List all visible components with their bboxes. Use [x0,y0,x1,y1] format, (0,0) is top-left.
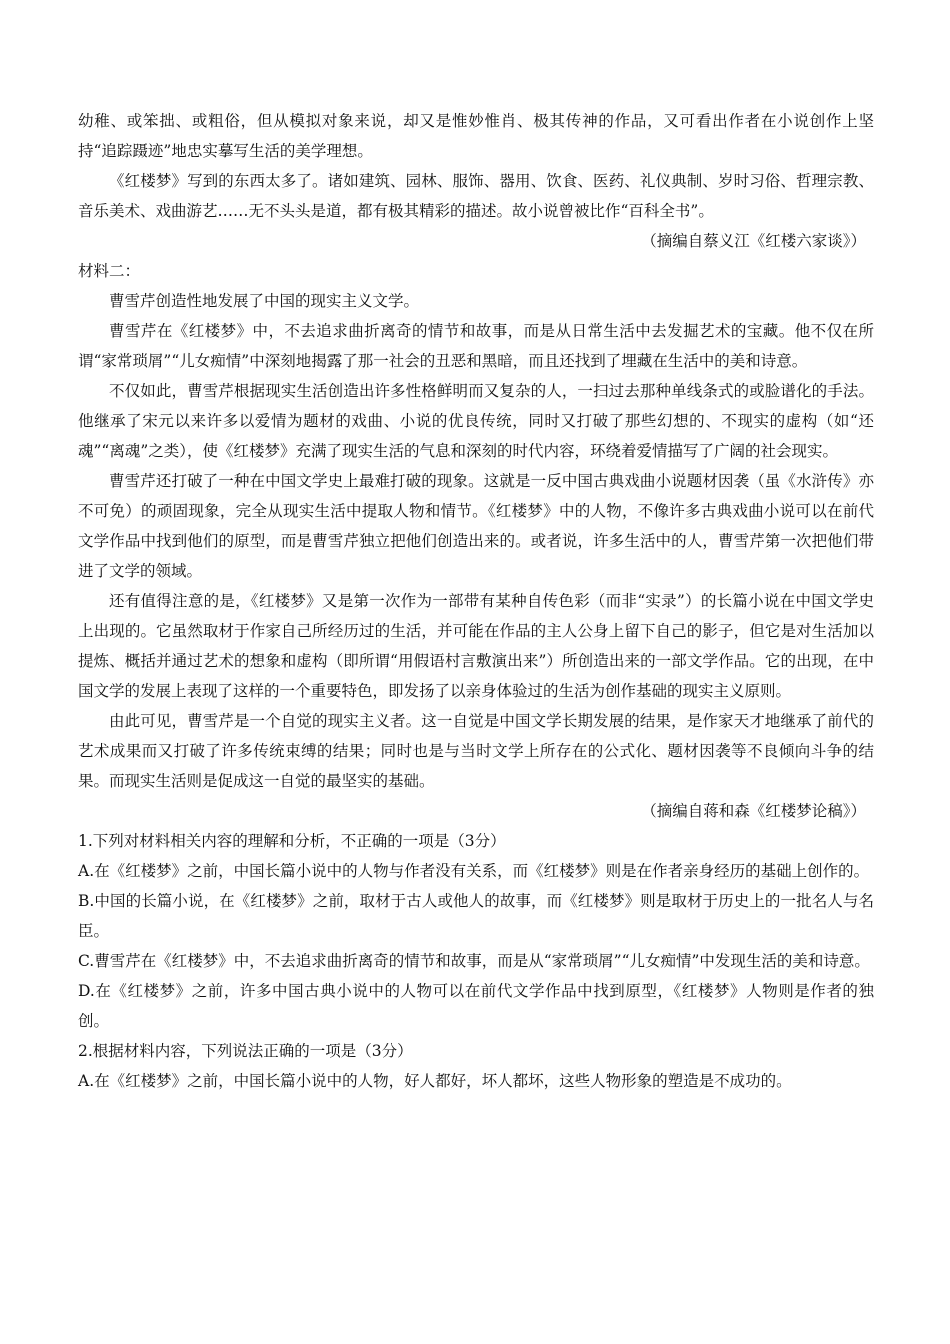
question-stem: 2.根据材料内容，下列说法正确的一项是（3分） [78,1042,413,1060]
material2-source: （摘编自蒋和森《红楼梦论稿》） [641,802,866,820]
material2-paragraph: 曹雪芹还打破了一种在中国文学史上最难打破的现象。这就是一反中国古典戏曲小说题材因袭（虽《水浒传》亦不可免）的顽固现象，完全从现实生活中提取人物和情节。《红楼梦》中的人物，不像许多古典戏曲小说可以在前代文学作品中找到他们的原型，而是曹雪芹独立把他们创造出来的。或者说，许多生活中的人，曹雪芹第一次把他们带进了文学的领域。 [78,472,874,580]
material2-heading: 材料二： [78,262,141,280]
question-option: C.曹雪芹在《红楼梦》中，不去追求曲折离奇的情节和故事，而是从“家常琐屑”“儿女痴情”中发现生活的美和诗意。 [78,952,870,970]
material2-paragraph: 曹雪芹创造性地发展了中国的现实主义文学。 [109,292,420,310]
material2-paragraph: 还有值得注意的是，《红楼梦》又是第一次作为一部带有某种自传色彩（而非“实录”）的长篇小说在中国文学史上出现的。它虽然取材于作家自己所经历过的生活，并可能在作品的主人公身上留下自己的影子，但它是对生活加以提炼、概括并通过艺术的想象和虚构（即所谓“用假语村言敷演出来”）所创造出来的一部文学作品。它的出现，在中国文学的发展上表现了这样的一个重要特色，即发扬了以亲身体验过的生活为创作基础的现实主义原则。 [78,592,874,700]
material2-paragraph: 不仅如此，曹雪芹根据现实生活创造出许多性格鲜明而又复杂的人，一扫过去那种单线条式的或脸谱化的手法。他继承了宋元以来许多以爱情为题材的戏曲、小说的优良传统，同时又打破了那些幻想的、不现实的虚构（如“还魂”“离魂”之类），使《红楼梦》充满了现实生活的气息和深刻的时代内容，环绕着爱情描写了广阔的社会现实。 [78,382,874,460]
question-option: D.在《红楼梦》之前，许多中国古典小说中的人物可以在前代文学作品中找到原型，《红楼梦》人物则是作者的独创。 [78,982,874,1030]
question-option: B.中国的长篇小说，在《红楼梦》之前，取材于古人或他人的故事，而《红楼梦》则是取材于历史上的一批名人与名臣。 [78,892,874,940]
page-content [78,106,874,1096]
material2-paragraph: 由此可见，曹雪芹是一个自觉的现实主义者。这一自觉是中国文学长期发展的结果，是作家天才地继承了前代的艺术成果而又打破了许多传统束缚的结果；同时也是与当时文学上所存在的公式化、题材因袭等不良倾向斗争的结果。而现实生活则是促成这一自觉的最坚实的基础。 [78,712,874,790]
material1-paragraph: 幼稚、或笨拙、或粗俗，但从模拟对象来说，却又是惟妙惟肖、极其传神的作品，又可看出作者在小说创作上坚持“追踪蹑迹”地忠实摹写生活的美学理想。 [78,112,874,160]
material1-source: （摘编自蔡义江《红楼六家谈》） [641,232,866,250]
question-option: A.在《红楼梦》之前，中国长篇小说中的人物与作者没有关系，而《红楼梦》则是在作者亲身经历的基础上创作的。 [78,862,870,880]
material1-paragraph: 《红楼梦》写到的东西太多了。诸如建筑、园林、服饰、器用、饮食、医药、礼仪典制、岁时习俗、哲理宗教、音乐美术、戏曲游艺……无不头头是道，都有极其精彩的描述。故小说曾被比作“百科全书”。 [78,172,874,220]
material2-paragraph: 曹雪芹在《红楼梦》中，不去追求曲折离奇的情节和故事，而是从日常生活中去发掘艺术的宝藏。他不仅在所谓“家常琐屑”“儿女痴情”中深刻地揭露了那一社会的丑恶和黑暗，而且还找到了埋藏在生活中的美和诗意。 [78,322,874,370]
question-stem: 1.下列对材料相关内容的理解和分析，不正确的一项是（3分） [78,832,506,850]
question-option: A.在《红楼梦》之前，中国长篇小说中的人物，好人都好，坏人都坏，这些人物形象的塑造是不成功的。 [78,1072,792,1090]
